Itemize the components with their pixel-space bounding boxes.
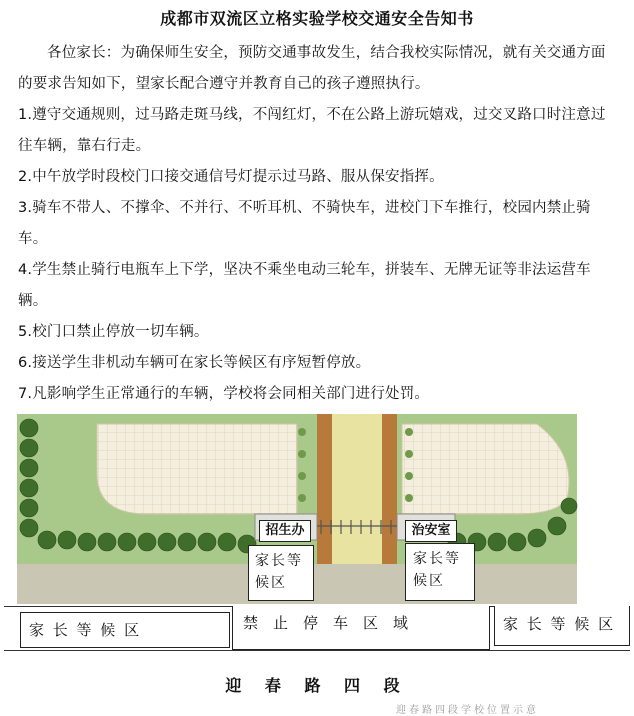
rule-1: 1.遵守交通规则，过马路走斑马线，不闯红灯，不在公路上游玩嬉戏，过交叉路口时注意过往车辆，靠右行走。 — [18, 107, 606, 154]
rule-7: 7.凡影响学生正常通行的车辆，学校将会同相关部门进行处罚。 — [18, 386, 430, 402]
parent-waiting-area-far-right: 家 长 等 候 区 — [494, 606, 630, 646]
parent-waiting-area-far-left: 家 长 等 候 区 — [20, 612, 230, 648]
cropped-caption: 迎春路四段学校位置示意 — [396, 705, 539, 716]
road-edge-bottom — [4, 650, 630, 651]
rule-5: 5.校门口禁止停放一切车辆。 — [18, 324, 209, 340]
parent-waiting-area-right: 家长等候区 — [405, 543, 475, 601]
admissions-office-sign: 招生办 — [259, 520, 311, 542]
rule-2: 2.中午放学时段校门口接交通信号灯提示过马路、服从保安指挥。 — [18, 169, 444, 185]
rule-6: 6.接送学生非机动车辆可在家长等候区有序短暂停放。 — [18, 355, 371, 371]
rule-4: 4.学生禁止骑行电瓶车上下学，坚决不乘坐电动三轮车，拼装车、无牌无证等非法运营车辆。 — [18, 262, 591, 309]
parent-waiting-area-left: 家长等候区 — [248, 545, 314, 601]
no-parking-zone: 禁 止 停 车 区 域 — [232, 606, 490, 650]
rule-3: 3.骑车不带人、不撑伞、不并行、不听耳机、不骑快车，进校门下车推行，校园内禁止骑车。 — [18, 200, 591, 247]
road-name: 迎 春 路 四 段 — [225, 676, 409, 695]
security-office-sign: 治安室 — [405, 520, 457, 542]
document-title: 成都市双流区立格实验学校交通安全告知书 — [160, 9, 474, 28]
intro-paragraph: 各位家长：为确保师生安全，预防交通事故发生，结合我校实际情况，就有关交通方面的要求告知如下，望家长配合遵守并教育自己的孩子遵照执行。 — [18, 45, 606, 92]
